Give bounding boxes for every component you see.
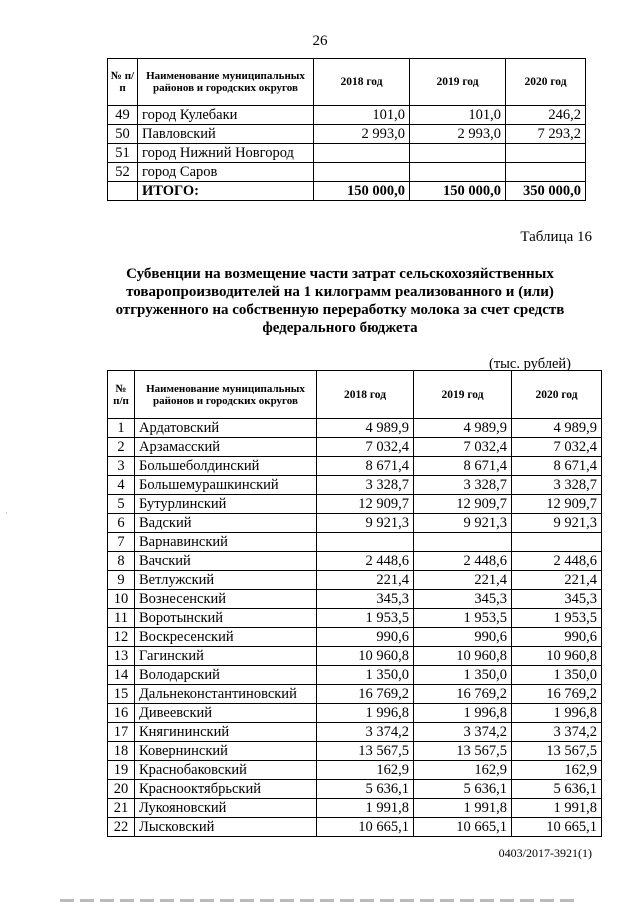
value-2019: 16 769,2 xyxy=(414,685,512,704)
row-number: 22 xyxy=(108,818,135,837)
value-2019 xyxy=(410,144,506,163)
value-2018 xyxy=(317,533,414,552)
value-2018: 990,6 xyxy=(317,628,414,647)
row-number: 1 xyxy=(108,419,135,438)
municipality-name: Лысковский xyxy=(135,818,317,837)
municipality-name: Арзамасский xyxy=(135,438,317,457)
row-number: 14 xyxy=(108,666,135,685)
table-row xyxy=(108,780,602,799)
table-row xyxy=(108,106,586,125)
value-2019: 10 960,8 xyxy=(414,647,512,666)
municipality-name: Павловский xyxy=(138,125,314,144)
value-2019: 13 567,5 xyxy=(414,742,512,761)
row-number: 4 xyxy=(108,476,135,495)
table-row xyxy=(108,495,602,514)
municipality-name: Вачский xyxy=(135,552,317,571)
municipality-name: Вадский xyxy=(135,514,317,533)
value-2018: 2 993,0 xyxy=(314,125,410,144)
row-number: 13 xyxy=(108,647,135,666)
value-2018: 221,4 xyxy=(317,571,414,590)
row-number: 5 xyxy=(108,495,135,514)
municipality-name: Володарский xyxy=(135,666,317,685)
value-2020: 1 953,5 xyxy=(512,609,602,628)
header-2018: 2018 год xyxy=(317,371,414,419)
header-name: Наименование муниципальных районов и городских округов xyxy=(138,59,314,106)
value-2019: 3 328,7 xyxy=(414,476,512,495)
value-2020: 4 989,9 xyxy=(512,419,602,438)
unit-label: (тыс. рублей) xyxy=(489,356,571,372)
value-2020: 5 636,1 xyxy=(512,780,602,799)
table-row xyxy=(108,628,602,647)
municipality-name: Дальнеконстантиновский xyxy=(135,685,317,704)
value-2019: 221,4 xyxy=(414,571,512,590)
municipality-name: город Кулебаки xyxy=(138,106,314,125)
value-2020: 13 567,5 xyxy=(512,742,602,761)
value-2019: 8 671,4 xyxy=(414,457,512,476)
value-2018 xyxy=(314,163,410,182)
value-2020: 9 921,3 xyxy=(512,514,602,533)
row-number: 16 xyxy=(108,704,135,723)
table-row xyxy=(108,647,602,666)
header-2019: 2019 год xyxy=(410,59,506,106)
row-number: 51 xyxy=(108,144,138,163)
value-2020: 7 032,4 xyxy=(512,438,602,457)
value-2019: 2 448,6 xyxy=(414,552,512,571)
value-2020: 10 665,1 xyxy=(512,818,602,837)
value-2020: 1 996,8 xyxy=(512,704,602,723)
value-2020: 1 991,8 xyxy=(512,799,602,818)
value-2018: 3 374,2 xyxy=(317,723,414,742)
value-2018: 10 960,8 xyxy=(317,647,414,666)
value-2019: 1 996,8 xyxy=(414,704,512,723)
row-number: 3 xyxy=(108,457,135,476)
header-2020: 2020 год xyxy=(512,371,602,419)
total-num-cell xyxy=(108,182,138,201)
table-row xyxy=(108,723,602,742)
document-code: 0403/2017-3921(1) xyxy=(498,846,592,860)
row-number: 7 xyxy=(108,533,135,552)
municipality-name: Ковернинский xyxy=(135,742,317,761)
municipality-name: Ветлужский xyxy=(135,571,317,590)
value-2020 xyxy=(506,163,586,182)
table-row xyxy=(108,552,602,571)
value-2018: 7 032,4 xyxy=(317,438,414,457)
value-2020: 12 909,7 xyxy=(512,495,602,514)
value-2018: 162,9 xyxy=(317,761,414,780)
row-number: 8 xyxy=(108,552,135,571)
row-number: 11 xyxy=(108,609,135,628)
table-row xyxy=(108,590,602,609)
row-number: 15 xyxy=(108,685,135,704)
table-row xyxy=(108,799,602,818)
row-number: 2 xyxy=(108,438,135,457)
value-2020 xyxy=(512,533,602,552)
value-2019 xyxy=(410,163,506,182)
municipality-name: Вознесенский xyxy=(135,590,317,609)
table-row xyxy=(108,457,602,476)
table-row xyxy=(108,163,586,182)
total-2018: 150 000,0 xyxy=(314,182,410,201)
table2-body xyxy=(108,419,602,837)
row-number: 52 xyxy=(108,163,138,182)
municipality-name: город Нижний Новгород xyxy=(138,144,314,163)
value-2018: 101,0 xyxy=(314,106,410,125)
municipality-name: Большемурашкинский xyxy=(135,476,317,495)
municipality-name: Большеболдинский xyxy=(135,457,317,476)
value-2018: 9 921,3 xyxy=(317,514,414,533)
value-2020: 3 374,2 xyxy=(512,723,602,742)
value-2019: 345,3 xyxy=(414,590,512,609)
table-row xyxy=(108,818,602,837)
table1-body xyxy=(108,106,586,201)
row-number: 9 xyxy=(108,571,135,590)
value-2020: 3 328,7 xyxy=(512,476,602,495)
table-row xyxy=(108,761,602,780)
total-2019: 150 000,0 xyxy=(410,182,506,201)
header-num: № п/п xyxy=(108,371,135,419)
value-2019: 990,6 xyxy=(414,628,512,647)
header-2018: 2018 год xyxy=(314,59,410,106)
table-row xyxy=(108,742,602,761)
value-2018: 10 665,1 xyxy=(317,818,414,837)
value-2019: 1 991,8 xyxy=(414,799,512,818)
table-row xyxy=(108,609,602,628)
subsidy-table-16 xyxy=(107,370,602,837)
municipality-name: Дивеевский xyxy=(135,704,317,723)
value-2019: 9 921,3 xyxy=(414,514,512,533)
value-2020: 162,9 xyxy=(512,761,602,780)
row-number: 21 xyxy=(108,799,135,818)
value-2018: 345,3 xyxy=(317,590,414,609)
subsidy-table-continued xyxy=(107,58,586,201)
table-row xyxy=(108,704,602,723)
title-line: отгруженного на собственную переработку молока за счет средств xyxy=(115,302,565,318)
municipality-name: Воскресенский xyxy=(135,628,317,647)
value-2018: 4 989,9 xyxy=(317,419,414,438)
page-number: 26 xyxy=(312,33,328,49)
title-line: федерального бюджета xyxy=(262,320,418,336)
municipality-name: город Саров xyxy=(138,163,314,182)
value-2019: 4 989,9 xyxy=(414,419,512,438)
value-2018: 2 448,6 xyxy=(317,552,414,571)
row-number: 10 xyxy=(108,590,135,609)
municipality-name: Гагинский xyxy=(135,647,317,666)
table-title xyxy=(95,265,585,337)
value-2019: 12 909,7 xyxy=(414,495,512,514)
municipality-name: Варнавинский xyxy=(135,533,317,552)
total-label: ИТОГО: xyxy=(138,182,314,201)
table-row xyxy=(108,438,602,457)
title-line: товаропроизводителей на 1 килограмм реализованного и (или) xyxy=(126,284,554,300)
value-2019: 162,9 xyxy=(414,761,512,780)
municipality-name: Бутурлинский xyxy=(135,495,317,514)
municipality-name: Краснобаковский xyxy=(135,761,317,780)
header-2020: 2020 год xyxy=(506,59,586,106)
value-2019: 101,0 xyxy=(410,106,506,125)
value-2020: 2 448,6 xyxy=(512,552,602,571)
margin-mark: · xyxy=(5,509,8,518)
value-2018: 1 991,8 xyxy=(317,799,414,818)
row-number: 49 xyxy=(108,106,138,125)
value-2018: 8 671,4 xyxy=(317,457,414,476)
value-2020: 16 769,2 xyxy=(512,685,602,704)
value-2018: 1 996,8 xyxy=(317,704,414,723)
table-caption: Таблица 16 xyxy=(520,229,592,245)
value-2018: 1 350,0 xyxy=(317,666,414,685)
value-2020: 246,2 xyxy=(506,106,586,125)
value-2020: 7 293,2 xyxy=(506,125,586,144)
table-row xyxy=(108,125,586,144)
value-2020: 221,4 xyxy=(512,571,602,590)
value-2018: 16 769,2 xyxy=(317,685,414,704)
value-2020: 345,3 xyxy=(512,590,602,609)
row-number: 50 xyxy=(108,125,138,144)
total-row xyxy=(108,182,586,201)
row-number: 19 xyxy=(108,761,135,780)
value-2019 xyxy=(414,533,512,552)
title-line: Субвенции на возмещение части затрат сельскохозяйственных xyxy=(126,266,554,282)
scan-edge-line xyxy=(60,899,580,902)
value-2020: 1 350,0 xyxy=(512,666,602,685)
value-2019: 10 665,1 xyxy=(414,818,512,837)
table-row xyxy=(108,476,602,495)
row-number: 20 xyxy=(108,780,135,799)
value-2018: 12 909,7 xyxy=(317,495,414,514)
municipality-name: Ардатовский xyxy=(135,419,317,438)
value-2019: 3 374,2 xyxy=(414,723,512,742)
value-2019: 5 636,1 xyxy=(414,780,512,799)
value-2020: 10 960,8 xyxy=(512,647,602,666)
row-number: 17 xyxy=(108,723,135,742)
header-num: № п/п xyxy=(108,59,138,106)
row-number: 6 xyxy=(108,514,135,533)
value-2020: 8 671,4 xyxy=(512,457,602,476)
total-2020: 350 000,0 xyxy=(506,182,586,201)
value-2018: 13 567,5 xyxy=(317,742,414,761)
row-number: 18 xyxy=(108,742,135,761)
value-2018 xyxy=(314,144,410,163)
value-2019: 2 993,0 xyxy=(410,125,506,144)
row-number: 12 xyxy=(108,628,135,647)
municipality-name: Краснооктябрьский xyxy=(135,780,317,799)
value-2019: 1 953,5 xyxy=(414,609,512,628)
value-2018: 3 328,7 xyxy=(317,476,414,495)
table-row xyxy=(108,571,602,590)
table-row xyxy=(108,666,602,685)
value-2020: 990,6 xyxy=(512,628,602,647)
value-2018: 1 953,5 xyxy=(317,609,414,628)
municipality-name: Княгининский xyxy=(135,723,317,742)
table-row xyxy=(108,419,602,438)
value-2019: 7 032,4 xyxy=(414,438,512,457)
table-row xyxy=(108,533,602,552)
value-2019: 1 350,0 xyxy=(414,666,512,685)
value-2018: 5 636,1 xyxy=(317,780,414,799)
header-name: Наименование муниципальных районов и городских округов xyxy=(135,371,317,419)
municipality-name: Воротынский xyxy=(135,609,317,628)
value-2020 xyxy=(506,144,586,163)
table-row xyxy=(108,685,602,704)
municipality-name: Лукояновский xyxy=(135,799,317,818)
table-row xyxy=(108,144,586,163)
header-2019: 2019 год xyxy=(414,371,512,419)
table-row xyxy=(108,514,602,533)
